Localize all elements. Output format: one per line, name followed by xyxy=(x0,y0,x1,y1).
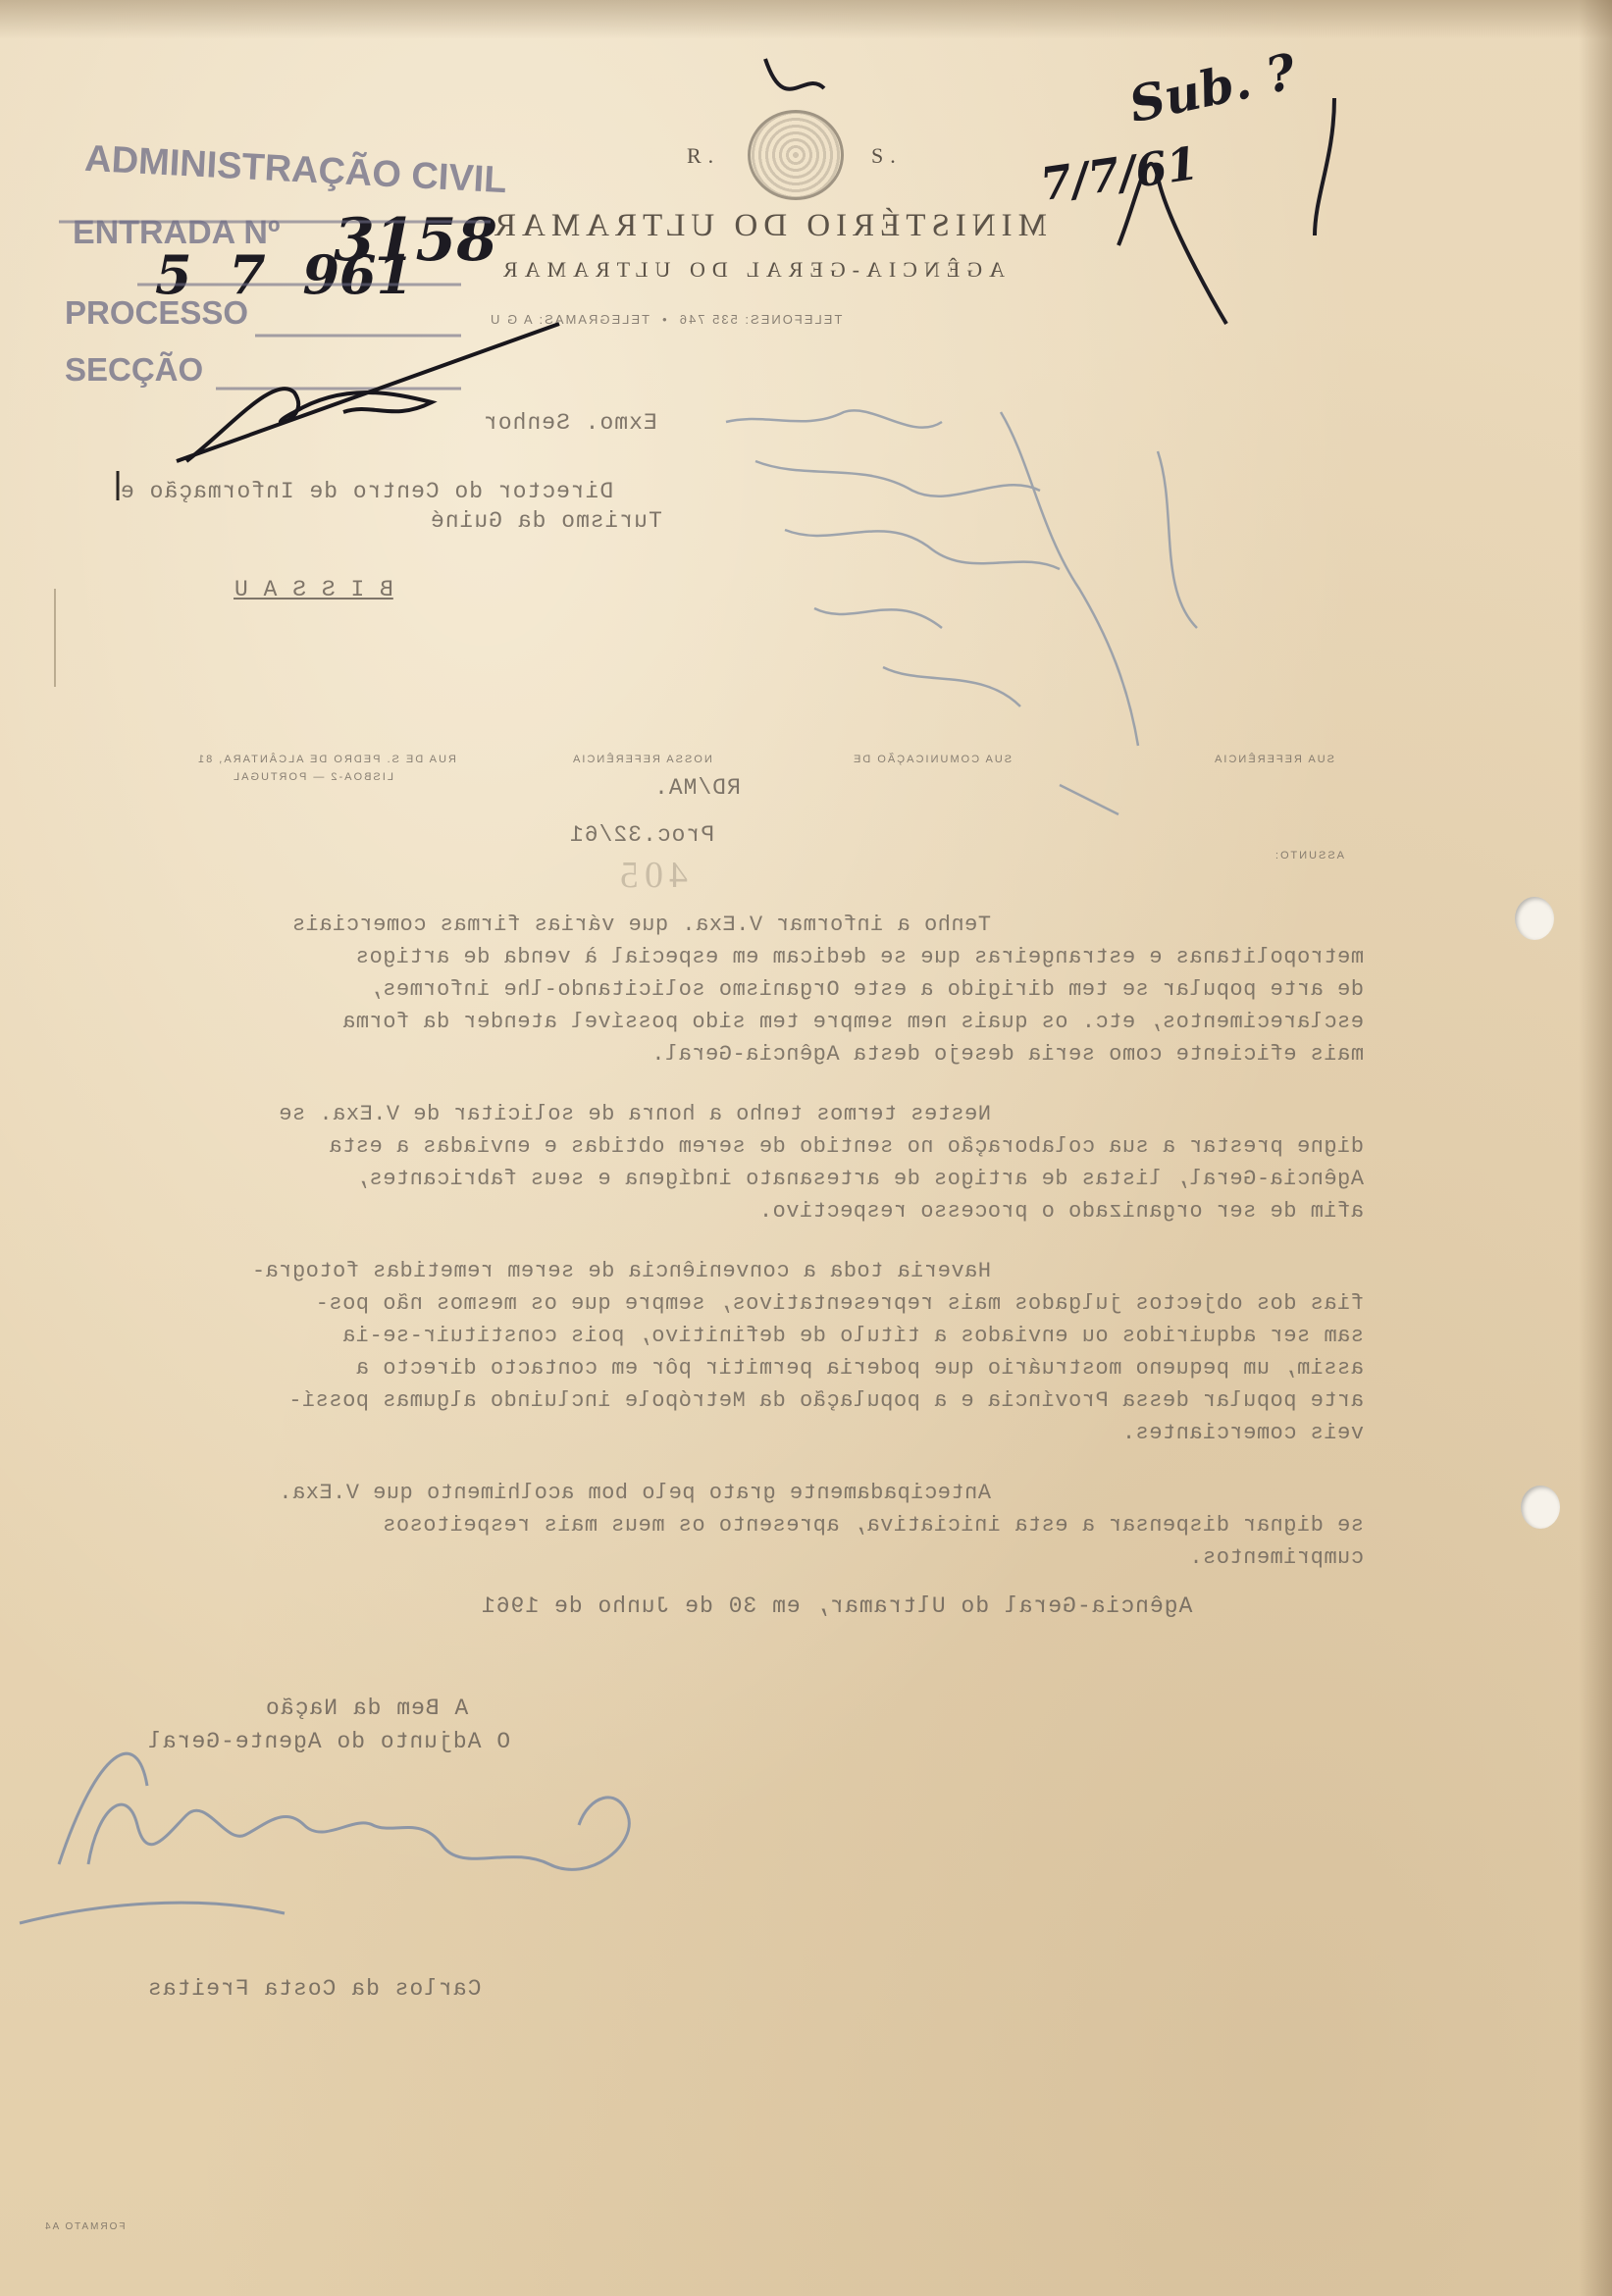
ref-proc-value: Proc.32/61 xyxy=(569,822,715,848)
addressee-city: B I S S A U xyxy=(234,577,393,602)
ref-sua-comunicacao: SUA COMUNICAÇÃO DE xyxy=(852,754,1013,765)
body-paragraph-line: Nestes termos tenho a honra de solicitar de V.Exa. se xyxy=(278,1102,991,1126)
body-paragraph-line: assim, um pequeno mostruário que poderia permitir pôr em contacto directo a xyxy=(355,1356,1364,1381)
stamp-line-admin: ADMINISTRAÇÃO CIVIL xyxy=(83,137,508,202)
closing-line-1: A Bem da Nação xyxy=(265,1696,469,1721)
body-paragraph-line: arte popular dessa Província e a população da Metrópole incluindo algumas possí- xyxy=(287,1388,1364,1413)
closing-line-2: O Adjunto do Agente-Geral xyxy=(147,1729,511,1754)
body-paragraph-line: de arte popular se tem dirigido a este Organismo solicitando-lhe informes, xyxy=(369,977,1364,1002)
stamp-entry-date: 5 7 961 xyxy=(155,243,414,306)
ref-address-line-1: RUA DE S. PEDRO DE ALCÂNTARA, 81 xyxy=(196,754,456,765)
letter-date-line: Agência-Geral do Ultramar, em 30 de Junho de 1961 xyxy=(481,1593,1193,1619)
addressee-salutation: Exmo. Senhor xyxy=(483,410,657,436)
body-paragraph-line: Agência-Geral, listas de artigos de artesanato indígena e seus fabricantes, xyxy=(355,1167,1364,1191)
body-paragraph-line: metropolitanas e estrangeiras que se dedicam em especial à venda de artigos xyxy=(355,945,1364,969)
annotation-top-right-2: 7/7/61 xyxy=(1037,136,1202,211)
ref-faint-number: 405 xyxy=(614,855,688,896)
stamp-line-entrada: ENTRADA Nº xyxy=(73,214,281,251)
body-paragraph-line: Antecipadamente grato pelo bom acolhimento que V.Exa. xyxy=(278,1481,991,1505)
stamp-frame-lines xyxy=(59,222,491,389)
annotation-top-right-1: Sub. ? xyxy=(1123,41,1301,134)
ref-nossa-referencia: NOSSA REFERÊNCIA xyxy=(571,754,712,765)
letterhead-r: R. xyxy=(687,143,721,168)
stamp-line-processo: PROCESSO xyxy=(65,294,249,331)
body-paragraph-line: fias dos objectos julgados mais representativos, sempre que os mesmos não pos- xyxy=(315,1291,1364,1316)
ref-address-line-2: LISBOA-2 — PORTUGAL xyxy=(232,771,393,783)
addressee-line-2: Turismo da Guiné xyxy=(430,508,662,534)
stamp-line-seccao: SECÇÃO xyxy=(65,351,204,388)
top-right-scribbles xyxy=(765,59,1334,324)
body-paragraph-line: mais eficiente como seria desejo desta Agência-Geral. xyxy=(650,1042,1364,1067)
adjunto-signature xyxy=(20,1753,629,1923)
body-paragraph-line: afim de ser organizado o processo respectivo. xyxy=(758,1199,1364,1224)
blue-pencil-notes xyxy=(726,410,1197,814)
body-paragraph-line: sam ser adquiridos ou enviados a título de definitivo, pois constituir-se-ia xyxy=(341,1324,1364,1348)
body-paragraph-line: Tenho a informar V.Exa. que várias firmas comerciais xyxy=(291,913,991,937)
letterhead-s: S. xyxy=(871,143,903,168)
letterhead-ministry: MINISTÉRIO DO ULTRAMAR xyxy=(489,208,1047,243)
ref-sua-referencia: SUA REFERÊNCIA xyxy=(1213,754,1334,765)
stamp-initials-signature xyxy=(177,324,559,461)
body-paragraph-line: se dignar dispensar a esta iniciativa, apresento os meus mais respeitosos xyxy=(382,1513,1364,1538)
body-paragraph-line: veis comerciantes. xyxy=(1121,1421,1364,1445)
closing-signer: Carlos da Costa Freitas xyxy=(147,1976,482,2002)
body-paragraph-line: Haveria toda a conveniência de serem remetidas fotogra- xyxy=(251,1259,991,1283)
body-paragraph-line: esclarecimentos, etc. os quais nem sempre tem sido possível atender da forma xyxy=(341,1010,1364,1034)
ref-nossa-value: RD/MA. xyxy=(653,775,741,801)
footer-form-code: FORMATO A4 xyxy=(43,2221,126,2232)
letterhead-contacts: TELEFONES: 535 746 • TELEGRAMAS: A G U xyxy=(489,312,843,327)
letterhead-agency: AGÊNCIA-GERAL DO ULTRAMAR xyxy=(496,257,1006,282)
addressee-line-1: Director do Centro de Informação e xyxy=(120,479,614,504)
ref-assunto-label: ASSUNTO: xyxy=(1274,850,1345,861)
stamp-entry-number: 3158 xyxy=(334,206,497,275)
body-paragraph-line: cumprimentos. xyxy=(1188,1545,1364,1570)
body-paragraph-line: digne prestar a sua colaboração no sentido de serem obtidas e enviadas a esta xyxy=(328,1134,1364,1159)
